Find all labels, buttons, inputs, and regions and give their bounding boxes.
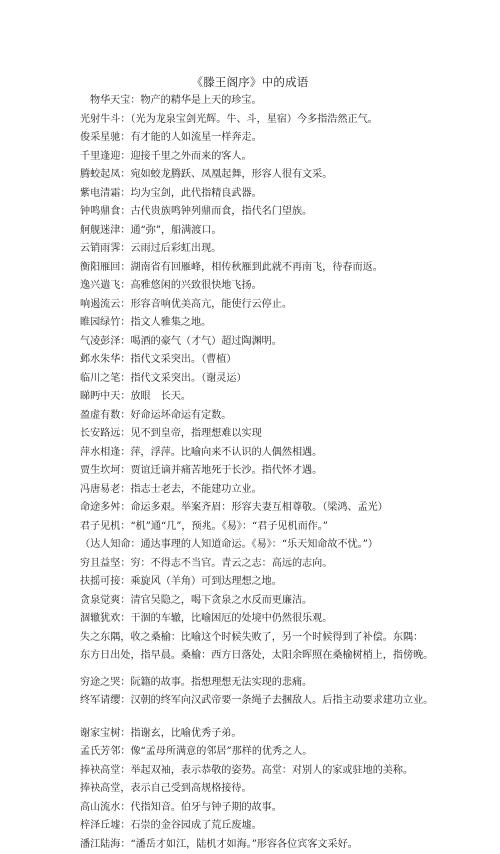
idiom-line: 失之东隅，收之桑榆：比喻这个时候失败了，另一个时候得到了补偿。东隅： (80, 629, 480, 648)
idiom-line: 千里逢迎：迎接千里之外而来的客人。 (80, 148, 480, 167)
idiom-line: 冯唐易老：指志士老去，不能建功立业。 (80, 481, 480, 500)
idiom-line: 紫电清霜：均为宝剑，此代指精良武器。 (80, 185, 480, 204)
idiom-line: 响遏流云：形容音响优美高亢，能使行云停止。 (80, 296, 480, 315)
idiom-line: （达人知命：通达事理的人知道命运。《易》：“乐天知命故不忧。”） (80, 536, 480, 555)
idiom-line: 梓泽丘墟：石崇的金谷园成了荒丘废墟。 (80, 817, 480, 836)
idiom-line: 涸辙犹欢：干涸的车辙，比喻困厄的处境中仍然很乐观。 (80, 610, 480, 629)
idiom-line: 扶摇可接：乘旋风（羊角）可到达理想之地。 (80, 573, 480, 592)
idiom-line: 谢家宝树：指谢玄，比喻优秀子弟。 (80, 725, 480, 744)
idiom-line: 终军请缨：汉朝的终军向汉武帝要一条绳子去捆敌人。后指主动要求建功立业。 (80, 692, 480, 711)
idiom-list (80, 92, 480, 854)
idiom-line: 钟鸣鼎食：古代贵族鸣钟列鼎而食，指代名门望族。 (80, 203, 480, 222)
idiom-line: 捧袂高堂：举起双袖，表示恭敬的姿势。高堂：对别人的家或驻地的美称。 (80, 762, 480, 781)
idiom-line: 物华天宝：物产的精华是上天的珍宝。 (80, 92, 480, 111)
idiom-line: 邺水朱华：指代文采突出。（曹植） (80, 351, 480, 370)
idiom-line: 命途多舛：命运多艰。举案齐眉：形容夫妻互相尊敬。（梁鸿、孟光） (80, 499, 480, 518)
idiom-line: 盈虚有数：好命运坏命运有定数。 (80, 407, 480, 426)
idiom-line: 东方日出处，指早晨。桑榆：西方日落处，太阳余晖照在桑榆树梢上，指傍晚。 (80, 647, 480, 666)
idiom-line: 睢园绿竹：指文人雅集之地。 (80, 314, 480, 333)
idiom-line: 潘江陆海：“潘岳才如江，陆机才如海。”形容各位宾客文采好。 (80, 836, 480, 854)
idiom-line: 逸兴遄飞：高雅悠闲的兴致很快地飞扬。 (80, 277, 480, 296)
idiom-line: 捧袂高堂，表示自己受到高规格接待。 (80, 780, 480, 799)
idiom-line: 高山流水：代指知音。伯牙与钟子期的故事。 (80, 799, 480, 818)
idiom-line: 长安路远：见不到皇帝，指理想难以实现 (80, 425, 480, 444)
idiom-line: 舸舰迷津：通“弥”，船满渡口。 (80, 222, 480, 241)
idiom-line: 光射牛斗：（光为龙泉宝剑光辉。牛、斗，星宿）今多指浩然正气。 (80, 111, 480, 130)
idiom-line: 贪泉觉爽：清官吴隐之，喝下贪泉之水反而更廉洁。 (80, 592, 480, 611)
idiom-line: 俊采星驰：有才能的人如流星一样奔走。 (80, 129, 480, 148)
idiom-line: 贾生坎坷：贾谊迁谪并痛苦地死于长沙。指代怀才遇。 (80, 462, 480, 481)
idiom-line: 腾蛟起凤：宛如蛟龙腾跃、凤凰起舞，形容人很有文采。 (80, 166, 480, 185)
idiom-line: 孟氏芳邻：像“孟母所满意的邻居”那样的优秀之人。 (80, 743, 480, 762)
idiom-line: 临川之笔：指代文采突出。（谢灵运） (80, 370, 480, 389)
idiom-line: 穷且益坚：穷：不得志不当官。青云之志：高远的志向。 (80, 555, 480, 574)
idiom-line: 睇眄中天：放眼 长天。 (80, 388, 480, 407)
document-title: 《滕王阁序》中的成语 (0, 74, 500, 90)
idiom-line: 云销雨霁：云雨过后彩虹出现。 (80, 240, 480, 259)
idiom-line: 君子见机：“机”通“几”，预兆。《易》：“君子见机而作。” (80, 518, 480, 537)
idiom-line: 萍水相逢：萍，浮萍。比喻向来不认识的人偶然相遇。 (80, 444, 480, 463)
idiom-line: 衡阳雁回：湖南省有回雁峰，相传秋雁到此就不再南飞，待春而返。 (80, 259, 480, 278)
idiom-line: 气凌彭泽：喝酒的豪气（才气）超过陶渊明。 (80, 333, 480, 352)
idiom-line: 穷途之哭：阮籍的故事。指想理想无法实现的悲痛。 (80, 674, 480, 693)
